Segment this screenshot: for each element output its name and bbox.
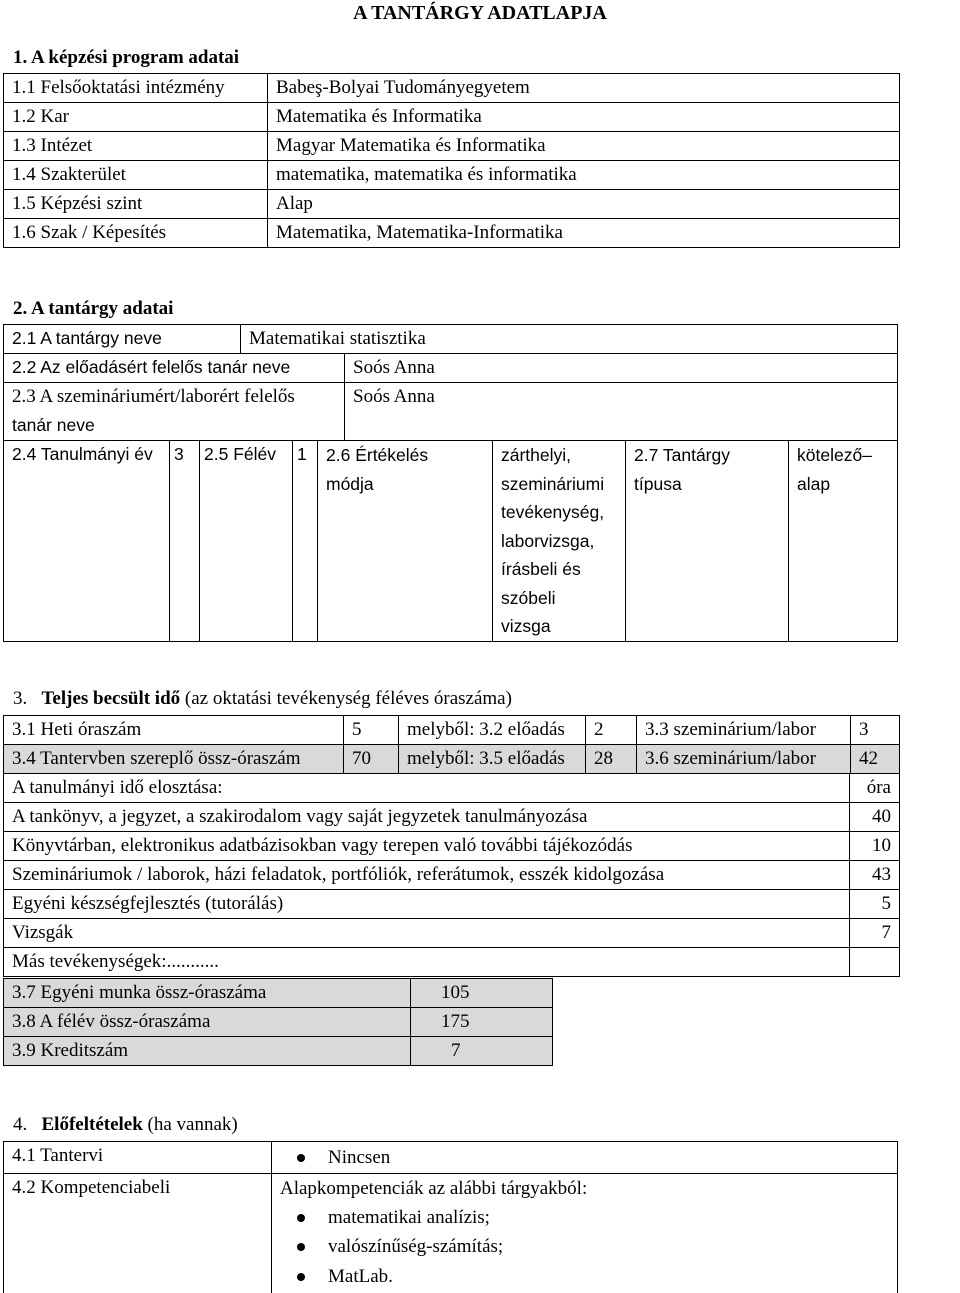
evaluation-line: zárthelyi,	[501, 445, 572, 465]
distribution-unit: óra	[850, 774, 900, 803]
activity-hours: 5	[850, 890, 900, 919]
evaluation-value	[493, 441, 626, 642]
lecturer-label: 2.2 Az előadásért felelős tanár neve	[4, 354, 345, 383]
table-row	[4, 219, 900, 248]
course-name-value: Matematikai statisztika	[241, 325, 898, 354]
evaluation-line: vizsga	[501, 616, 551, 636]
total-curriculum-hours-label: 3.4 Tantervben szereplő össz-óraszám	[4, 745, 344, 774]
activity-hours: 10	[850, 832, 900, 861]
distribution-label: A tanulmányi idő elosztása:	[4, 774, 850, 803]
row-value: Matematika, Matematika-Informatika	[268, 219, 900, 248]
total-label: 3.9 Kreditszám	[4, 1037, 411, 1066]
year-label: 2.4 Tanulmányi év	[4, 441, 170, 642]
evaluation-line: tevékenység,	[501, 502, 605, 522]
table-row	[4, 919, 900, 948]
row-value: Babeş-Bolyai Tudományegyetem	[268, 74, 900, 103]
evaluation-line: szemináriumi	[501, 473, 605, 494]
semester-value: 1	[293, 441, 318, 642]
row-label: 1.5 Képzési szint	[4, 190, 268, 219]
lecturer-value: Soós Anna	[345, 354, 898, 383]
document-title: A TANTÁRGY ADATLAPJA	[353, 2, 607, 24]
table-row	[4, 103, 900, 132]
list-item: matematikai analízis;	[272, 1203, 897, 1233]
activity-hours: 7	[850, 919, 900, 948]
activity-label: Szemináriumok / laborok, házi feladatok, portfóliók, referátumok, esszék kidolgozása	[4, 861, 850, 890]
section-2-heading: 2. A tantárgy adatai	[13, 298, 174, 319]
weekly-seminar-value: 3	[851, 716, 900, 745]
table-row	[4, 1008, 553, 1037]
course-type-value-line-1: kötelező–	[797, 445, 872, 465]
total-value: 105	[411, 979, 553, 1008]
table-row	[4, 132, 900, 161]
total-lecture-value: 28	[586, 745, 637, 774]
evaluation-label	[318, 441, 493, 642]
activity-label: Könyvtárban, elektronikus adatbázisokban vagy terepen való további tájékozódás	[4, 832, 850, 861]
section-4-number: 4.	[13, 1114, 28, 1135]
row-label: 1.2 Kar	[4, 103, 268, 132]
evaluation-line: szóbeli	[501, 587, 556, 608]
row-value: Magyar Matematika és Informatika	[268, 132, 900, 161]
table-row	[4, 161, 900, 190]
course-name-label: 2.1 A tantárgy neve	[4, 325, 241, 354]
row-label: 1.6 Szak / Képesítés	[4, 219, 268, 248]
list-item: MatLab.	[272, 1262, 897, 1292]
seminar-label-line-2: tanár neve	[12, 415, 95, 435]
section-3-title: Teljes becsült idő	[41, 688, 181, 709]
hours-table	[3, 715, 900, 774]
evaluation-label-line-1: 2.6 Értékelés	[326, 445, 429, 465]
weekly-seminar-label: 3.3 szeminárium/labor	[637, 716, 851, 745]
course-type-label-line-1: 2.7 Tantárgy	[634, 445, 730, 465]
total-value: 175	[411, 1008, 553, 1037]
evaluation-line: írásbeli és	[501, 559, 581, 579]
table-row	[4, 832, 900, 861]
total-label: 3.7 Egyéni munka össz-óraszáma	[4, 979, 411, 1008]
activity-hours: 43	[850, 861, 900, 890]
activity-hours: 40	[850, 803, 900, 832]
section-3-number: 3.	[13, 688, 28, 709]
prerequisites-table	[3, 1141, 898, 1293]
table-row	[4, 861, 900, 890]
table-row	[4, 979, 553, 1008]
curriculum-prereq-value	[272, 1142, 898, 1174]
evaluation-line: laborvizsga,	[501, 530, 595, 551]
competence-prereq-value	[272, 1173, 898, 1293]
weekly-lecture-value: 2	[586, 716, 637, 745]
total-seminar-label: 3.6 szeminárium/labor	[637, 745, 851, 774]
section-3-subtitle: (az oktatási tevékenység féléves óraszáma)	[184, 688, 512, 709]
year-value: 3	[170, 441, 200, 642]
seminar-lecturer-value: Soós Anna	[345, 383, 898, 441]
activity-label: A tankönyv, a jegyzet, a szakirodalom vagy saját jegyzetek tanulmányozása	[4, 803, 850, 832]
table-row	[4, 716, 900, 745]
table-row	[4, 948, 900, 977]
table-row	[4, 745, 900, 774]
table-row	[4, 190, 900, 219]
seminar-label-line-1: 2.3 A szemináriumért/laborért felelős	[12, 386, 295, 407]
activity-label: Egyéni készségfejlesztés (tutorálás)	[4, 890, 850, 919]
total-curriculum-hours-value: 70	[344, 745, 399, 774]
activity-label: Más tevékenységek:...........	[4, 948, 850, 977]
seminar-lecturer-label	[4, 383, 345, 441]
table-row	[4, 1037, 553, 1066]
section-3-heading	[13, 688, 512, 710]
course-type-label	[626, 441, 789, 642]
section-1-heading: 1. A képzési program adatai	[13, 47, 240, 68]
competence-prereq-label: 4.2 Kompetenciabeli	[4, 1173, 272, 1293]
course-type-value	[789, 441, 898, 642]
section-4-title: Előfeltételek	[41, 1114, 143, 1135]
course-type-value-line-2: alap	[797, 474, 831, 494]
activity-label: Vizsgák	[4, 919, 850, 948]
evaluation-label-line-2: módja	[326, 474, 374, 494]
total-lecture-label: melyből: 3.5 előadás	[399, 745, 586, 774]
totals-table	[3, 978, 553, 1066]
activity-hours	[850, 948, 900, 977]
semester-label: 2.5 Félév	[200, 441, 293, 642]
list-item: valószínűség-számítás;	[272, 1232, 897, 1262]
total-seminar-value: 42	[851, 745, 900, 774]
row-label: 1.3 Intézet	[4, 132, 268, 161]
row-label: 1.4 Szakterület	[4, 161, 268, 190]
row-label: 1.1 Felsőoktatási intézmény	[4, 74, 268, 103]
program-data-table	[3, 73, 900, 248]
lecturer-table	[3, 353, 898, 441]
row-value: Matematika és Informatika	[268, 103, 900, 132]
table-row	[4, 803, 900, 832]
course-name-table	[3, 324, 898, 354]
total-value: 7	[411, 1037, 553, 1066]
table-row	[4, 1173, 898, 1293]
weekly-lecture-label: melyből: 3.2 előadás	[399, 716, 586, 745]
course-details-table	[3, 440, 898, 642]
table-row	[4, 74, 900, 103]
weekly-hours-value: 5	[344, 716, 399, 745]
row-value: matematika, matematika és informatika	[268, 161, 900, 190]
list-item: Nincsen	[272, 1143, 897, 1173]
table-row	[4, 1142, 898, 1174]
curriculum-prereq-label: 4.1 Tantervi	[4, 1142, 272, 1174]
course-type-label-line-2: típusa	[634, 474, 682, 494]
section-4-heading	[13, 1114, 238, 1136]
table-row	[4, 774, 900, 803]
row-value: Alap	[268, 190, 900, 219]
total-label: 3.8 A félév össz-óraszáma	[4, 1008, 411, 1037]
weekly-hours-label: 3.1 Heti óraszám	[4, 716, 344, 745]
table-row	[4, 890, 900, 919]
time-distribution-table	[3, 773, 900, 977]
competence-intro: Alapkompetenciák az alábbi tárgyakból:	[280, 1177, 588, 1199]
section-4-subtitle: (ha vannak)	[147, 1114, 238, 1135]
